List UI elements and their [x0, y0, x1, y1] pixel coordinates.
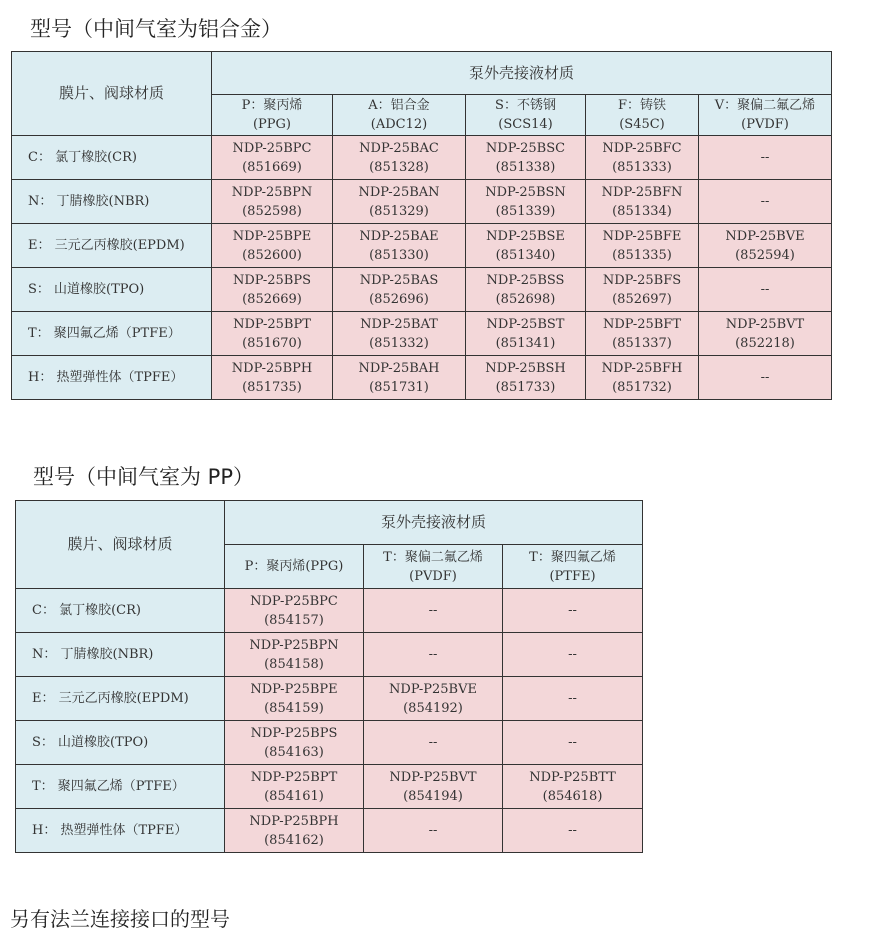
part-code: (851341): [495, 335, 556, 351]
model-number: --: [428, 735, 438, 750]
table-row: [16, 589, 643, 633]
column-code: (PTFE): [549, 568, 596, 584]
column-header: [503, 545, 643, 589]
model-cell: [699, 136, 832, 180]
table-row: [12, 312, 832, 356]
corner-header: 膜片、阀球材质: [12, 52, 212, 136]
model-number: NDP-25BAT: [360, 316, 438, 332]
model-number: --: [760, 370, 770, 385]
model-number: NDP-25BAH: [358, 360, 440, 376]
column-header: [586, 95, 699, 136]
material-label: N： 丁腈橡胶(NBR): [16, 633, 225, 677]
model-number: --: [760, 194, 770, 209]
model-number: NDP-25BAS: [359, 272, 439, 288]
table-row: [12, 356, 832, 400]
model-number: NDP-25BPH: [231, 360, 313, 376]
model-cell: [699, 268, 832, 312]
model-cell: [333, 268, 466, 312]
model-cell: [586, 356, 699, 400]
material-label: T： 聚四氟乙烯（PTFE）: [12, 312, 212, 356]
header-row: [16, 501, 643, 545]
model-number: NDP-P25BPE: [250, 681, 338, 697]
column-name: P：聚丙烯: [241, 98, 303, 113]
column-code: (PVDF): [409, 568, 457, 584]
model-number: --: [428, 647, 438, 662]
model-cell: [503, 765, 643, 809]
model-table-pp: [15, 500, 643, 853]
table-row: [12, 180, 832, 224]
model-number: --: [568, 691, 577, 706]
column-header: [212, 95, 333, 136]
model-cell: [212, 356, 333, 400]
model-number: NDP-25BPN: [231, 184, 313, 200]
model-number: NDP-25BSN: [485, 184, 566, 200]
material-label: T： 聚四氟乙烯（PTFE）: [16, 765, 225, 809]
part-code: (854163): [264, 744, 324, 760]
model-cell: [503, 677, 643, 721]
model-number: NDP-P25BVT: [389, 769, 477, 785]
model-cell: [333, 356, 466, 400]
footer-note: 另有法兰连接接口的型号: [10, 907, 230, 931]
model-cell: [503, 633, 643, 677]
part-code: (854194): [403, 788, 463, 804]
model-number: NDP-P25BPC: [250, 593, 338, 609]
model-number: NDP-P25BPN: [249, 637, 339, 653]
model-number: --: [760, 282, 770, 297]
model-cell: [225, 765, 364, 809]
table-row: [16, 809, 643, 853]
table-row: [12, 136, 832, 180]
model-cell: [699, 312, 832, 356]
part-code: (852600): [242, 247, 302, 263]
model-number: NDP-P25BPT: [250, 769, 338, 785]
part-code: (851330): [369, 247, 429, 263]
part-code: (851339): [495, 203, 556, 219]
model-number: NDP-25BSC: [485, 140, 566, 156]
model-cell: [466, 312, 586, 356]
group-header: 泵外壳接液材质: [212, 52, 832, 95]
model-cell: [225, 809, 364, 853]
model-number: NDP-25BPC: [232, 140, 312, 156]
part-code: (851333): [612, 159, 672, 175]
column-header: [225, 545, 364, 589]
part-code: (852594): [735, 247, 795, 263]
model-number: NDP-25BVE: [725, 228, 805, 244]
model-cell: [586, 224, 699, 268]
part-code: (852696): [369, 291, 429, 307]
model-cell: [503, 809, 643, 853]
column-code: (ADC12): [370, 117, 428, 132]
model-cell: [212, 268, 333, 312]
model-number: NDP-25BAC: [359, 140, 439, 156]
model-cell: [699, 224, 832, 268]
group-header: 泵外壳接液材质: [225, 501, 643, 545]
section2-title: 型号（中间气室为 PP）: [33, 465, 255, 489]
part-code: (851338): [495, 159, 556, 175]
model-cell: [699, 356, 832, 400]
model-number: NDP-P25BPH: [249, 813, 339, 829]
part-code: (851735): [242, 379, 302, 395]
column-code: (PPG): [252, 117, 292, 132]
column-name: A：铝合金: [368, 98, 430, 113]
material-label: E： 三元乙丙橡胶(EPDM): [12, 224, 212, 268]
part-code: (852669): [242, 291, 302, 307]
model-cell: [225, 633, 364, 677]
column-header: [466, 95, 586, 136]
column-name: V：聚偏二氟乙烯: [714, 98, 816, 113]
column-name: F：铸铁: [617, 98, 667, 113]
model-cell: [364, 765, 503, 809]
section1-title: 型号（中间气室为铝合金）: [30, 17, 282, 41]
model-cell: [364, 633, 503, 677]
model-number: NDP-25BSS: [486, 272, 565, 288]
model-cell: [225, 589, 364, 633]
material-label: S： 山道橡胶(TPO): [16, 721, 225, 765]
part-code: (852218): [735, 335, 795, 351]
part-code: (851332): [369, 335, 429, 351]
table-row: [16, 677, 643, 721]
material-label: C： 氯丁橡胶(CR): [12, 136, 212, 180]
model-number: NDP-25BFE: [602, 228, 682, 244]
table-row: [16, 721, 643, 765]
material-label: H： 热塑弹性体（TPFE）: [12, 356, 212, 400]
table-row: [16, 765, 643, 809]
model-number: NDP-25BSH: [485, 360, 566, 376]
column-code: (SCS14): [498, 117, 553, 132]
part-code: (854159): [264, 700, 324, 716]
model-number: NDP-25BST: [486, 316, 565, 332]
part-code: (851335): [612, 247, 672, 263]
model-cell: [333, 180, 466, 224]
model-number: --: [428, 603, 438, 618]
corner-header: 膜片、阀球材质: [16, 501, 225, 589]
model-cell: [212, 136, 333, 180]
model-cell: [466, 356, 586, 400]
part-code: (851340): [495, 247, 556, 263]
header-row: [12, 52, 832, 95]
table-row: [16, 633, 643, 677]
part-code: (852697): [612, 291, 672, 307]
column-name: T：聚四氟乙烯: [529, 549, 616, 565]
part-code: (851669): [242, 159, 302, 175]
material-label: S： 山道橡胶(TPO): [12, 268, 212, 312]
part-code: (854158): [264, 656, 324, 672]
model-cell: [699, 180, 832, 224]
part-code: (854157): [264, 612, 324, 628]
model-cell: [364, 589, 503, 633]
column-header: [364, 545, 503, 589]
column-code: (PVDF): [741, 117, 789, 132]
material-label: N： 丁腈橡胶(NBR): [12, 180, 212, 224]
model-cell: [333, 224, 466, 268]
material-label: C： 氯丁橡胶(CR): [16, 589, 225, 633]
model-cell: [466, 224, 586, 268]
model-number: NDP-P25BVE: [389, 681, 477, 697]
part-code: (854162): [264, 832, 324, 848]
part-code: (851337): [612, 335, 672, 351]
model-cell: [466, 136, 586, 180]
model-number: NDP-25BPE: [232, 228, 312, 244]
model-cell: [212, 180, 333, 224]
model-number: NDP-P25BTT: [529, 769, 616, 785]
part-code: (854618): [542, 788, 603, 804]
model-number: --: [568, 823, 577, 838]
part-code: (854161): [264, 788, 324, 804]
model-number: NDP-25BAE: [359, 228, 439, 244]
table-row: [12, 268, 832, 312]
model-cell: [212, 312, 333, 356]
part-code: (851733): [495, 379, 556, 395]
material-label: E： 三元乙丙橡胶(EPDM): [16, 677, 225, 721]
model-cell: [333, 136, 466, 180]
model-number: NDP-P25BPS: [250, 725, 338, 741]
table-row: [12, 224, 832, 268]
model-number: NDP-25BAN: [358, 184, 440, 200]
column-header: [333, 95, 466, 136]
model-number: --: [568, 647, 577, 662]
model-cell: [225, 721, 364, 765]
part-code: (852698): [495, 291, 556, 307]
model-number: --: [568, 603, 577, 618]
model-cell: [586, 268, 699, 312]
column-name: T：聚偏二氟乙烯: [383, 549, 483, 565]
model-table-aluminum: [11, 51, 832, 400]
model-number: NDP-25BFT: [602, 316, 681, 332]
part-code: (854192): [403, 700, 463, 716]
model-number: NDP-25BFN: [601, 184, 683, 200]
model-cell: [364, 809, 503, 853]
model-cell: [586, 312, 699, 356]
model-cell: [503, 721, 643, 765]
part-code: (851731): [369, 379, 429, 395]
model-cell: [364, 721, 503, 765]
model-cell: [333, 312, 466, 356]
model-cell: [212, 224, 333, 268]
material-label: H： 热塑弹性体（TPFE）: [16, 809, 225, 853]
column-name: P：聚丙烯(PPG): [244, 559, 344, 574]
part-code: (851329): [369, 203, 429, 219]
model-cell: [466, 268, 586, 312]
model-cell: [586, 136, 699, 180]
part-code: (851670): [242, 335, 302, 351]
model-number: NDP-25BFC: [602, 140, 682, 156]
model-number: --: [760, 150, 770, 165]
model-number: NDP-25BPT: [233, 316, 311, 332]
model-number: NDP-25BFH: [601, 360, 683, 376]
model-number: NDP-25BFS: [602, 272, 682, 288]
model-number: NDP-25BSE: [486, 228, 565, 244]
part-code: (851328): [369, 159, 429, 175]
part-code: (851334): [612, 203, 672, 219]
model-number: --: [568, 735, 577, 750]
model-cell: [586, 180, 699, 224]
column-name: S：不锈钢: [495, 98, 556, 113]
part-code: (852598): [242, 203, 302, 219]
model-cell: [503, 589, 643, 633]
column-code: (S45C): [619, 117, 665, 132]
model-cell: [466, 180, 586, 224]
model-number: NDP-25BPS: [233, 272, 311, 288]
model-number: --: [428, 823, 438, 838]
model-cell: [364, 677, 503, 721]
part-code: (851732): [612, 379, 672, 395]
model-cell: [225, 677, 364, 721]
column-header: [699, 95, 832, 136]
model-number: NDP-25BVT: [725, 316, 805, 332]
